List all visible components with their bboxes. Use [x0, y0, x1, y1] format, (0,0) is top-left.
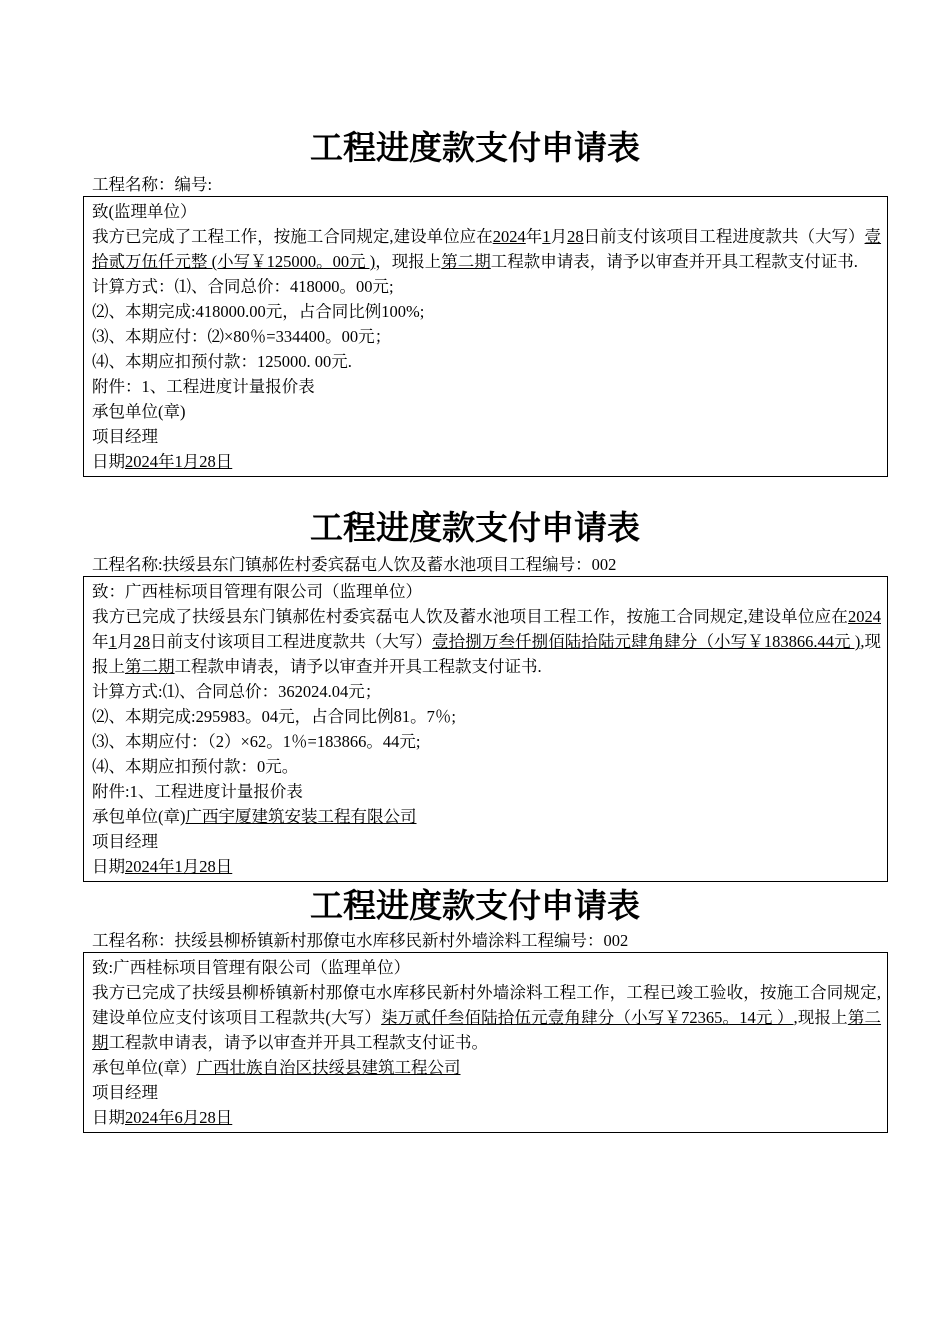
manager-line: 项目经理 [92, 1083, 158, 1102]
amount-words: 柒万贰仟叁佰陆拾伍元壹角肆分（小写￥72365。14元 ） [381, 1008, 794, 1027]
date-line [92, 854, 881, 879]
text: 我方已完成了工程工作，按施工合同规定,建设单位应在 [92, 227, 493, 246]
calc-line: ⑵、本期完成:295983。04元，占合同比例81。7％; [92, 707, 456, 726]
text: 年 [92, 632, 109, 651]
text: 工程款申请表，请予以审查并开具工程款支付证书. [174, 657, 542, 676]
form-box [83, 196, 888, 477]
project-line: 工程名称：扶绥县柳桥镇新村那僚屯水库移民新村外墙涂料工程编号：002 [92, 931, 629, 950]
calc-line: ⑷、本期应扣预付款：0元。 [92, 757, 299, 776]
form-title: 工程进度款支付申请表 [310, 128, 640, 167]
attachment-line: 附件:1、工程进度计量报价表 [92, 782, 303, 801]
payment-form-2 [0, 508, 950, 882]
payment-form-1 [0, 128, 950, 477]
amount-words: 壹拾贰万伍仟元整 (小写￥125000。00元 ) [92, 227, 882, 271]
period: 第二期 [92, 1008, 882, 1052]
calc-line: 计算方式：⑴、合同总价：418000。00元; [92, 277, 394, 296]
text: 月 [550, 227, 568, 246]
manager-line: 项目经理 [92, 832, 158, 851]
due-day: 28 [133, 632, 151, 651]
amount-words: 壹拾捌万叁仟捌佰陆拾陆元肆角肆分（小写￥183866.44元 ) [432, 632, 861, 651]
form-title: 工程进度款支付申请表 [310, 886, 640, 925]
attachment-line: 附件：1、工程进度计量报价表 [92, 377, 315, 396]
calc-line: ⑶、本期应付：（2）×62。1％=183866。44元; [92, 732, 421, 751]
contractor-value: 广西宇厦建筑安装工程有限公司 [185, 807, 417, 826]
contractor-label: 承包单位(章） [92, 1058, 197, 1077]
period: 第二期 [441, 252, 491, 271]
due-year: 2024 [848, 607, 881, 626]
project-line: 工程名称：编号: [92, 175, 213, 194]
manager-line: 项目经理 [92, 427, 158, 446]
due-year: 2024 [492, 227, 526, 246]
due-month: 1 [108, 632, 117, 651]
contractor-line [92, 1055, 881, 1080]
due-month: 1 [542, 227, 551, 246]
text: 我方已完成了扶绥县柳桥镇新村那僚屯水库移民新村外墙涂料工程工作，工程已竣工验收，按施工合同规定,建设单位应支付该项目工程款共(大写） [92, 983, 881, 1027]
calc-line: 计算方式:⑴、合同总价：362024.04元； [92, 682, 382, 701]
text: 工程款申请表，请予以审查并开具工程款支付证书。 [108, 1033, 488, 1052]
contractor-line [92, 399, 881, 424]
text: 年 [525, 227, 543, 246]
payment-form-3 [0, 886, 950, 1133]
text: ,现报上 [793, 1008, 848, 1027]
text: ，现报上 [375, 252, 442, 271]
date-label: 日期 [92, 1108, 125, 1127]
date-line [92, 449, 881, 474]
text: 日前支付该项目工程进度款共（大写） [583, 227, 865, 246]
date-label: 日期 [92, 452, 125, 471]
form-box [83, 576, 888, 882]
addressee: 致：广西桂标项目管理有限公司（监理单位） [92, 582, 422, 601]
text: 我方已完成了扶绥县东门镇郝佐村委宾磊屯人饮及蓄水池项目工程工作，按施工合同规定,建设单位应在 [92, 607, 848, 626]
calc-line: ⑷、本期应扣预付款：125000. 00元. [92, 352, 352, 371]
date-label: 日期 [92, 857, 125, 876]
contractor-label: 承包单位(章) [92, 402, 186, 421]
contractor-value: 广西壮族自治区扶绥县建筑工程公司 [196, 1058, 461, 1077]
text: 日前支付该项目工程进度款共（大写） [150, 632, 433, 651]
form-title: 工程进度款支付申请表 [310, 508, 640, 547]
date-value: 2024年1月28日 [125, 452, 233, 471]
calc-line: ⑵、本期完成:418000.00元，占合同比例100%; [92, 302, 425, 321]
request-paragraph [92, 604, 881, 679]
date-line [92, 1105, 881, 1130]
period: 第二期 [125, 657, 175, 676]
date-value: 2024年6月28日 [125, 1108, 233, 1127]
request-paragraph [92, 224, 881, 274]
date-value: 2024年1月28日 [125, 857, 233, 876]
text: ,现报上 [92, 632, 882, 676]
calc-line: ⑶、本期应付：⑵×80％=334400。00元； [92, 327, 392, 346]
contractor-label: 承包单位(章) [92, 807, 186, 826]
due-day: 28 [567, 227, 584, 246]
project-line: 工程名称:扶绥县东门镇郝佐村委宾磊屯人饮及蓄水池项目工程编号：002 [92, 555, 617, 574]
text: 月 [116, 632, 134, 651]
addressee: 致(监理单位） [92, 202, 197, 221]
form-box [83, 952, 888, 1133]
request-paragraph [92, 980, 881, 1055]
text: 工程款申请表，请予以审查并开具工程款支付证书. [490, 252, 858, 271]
contractor-line [92, 804, 881, 829]
addressee: 致:广西桂标项目管理有限公司（监理单位） [92, 958, 411, 977]
